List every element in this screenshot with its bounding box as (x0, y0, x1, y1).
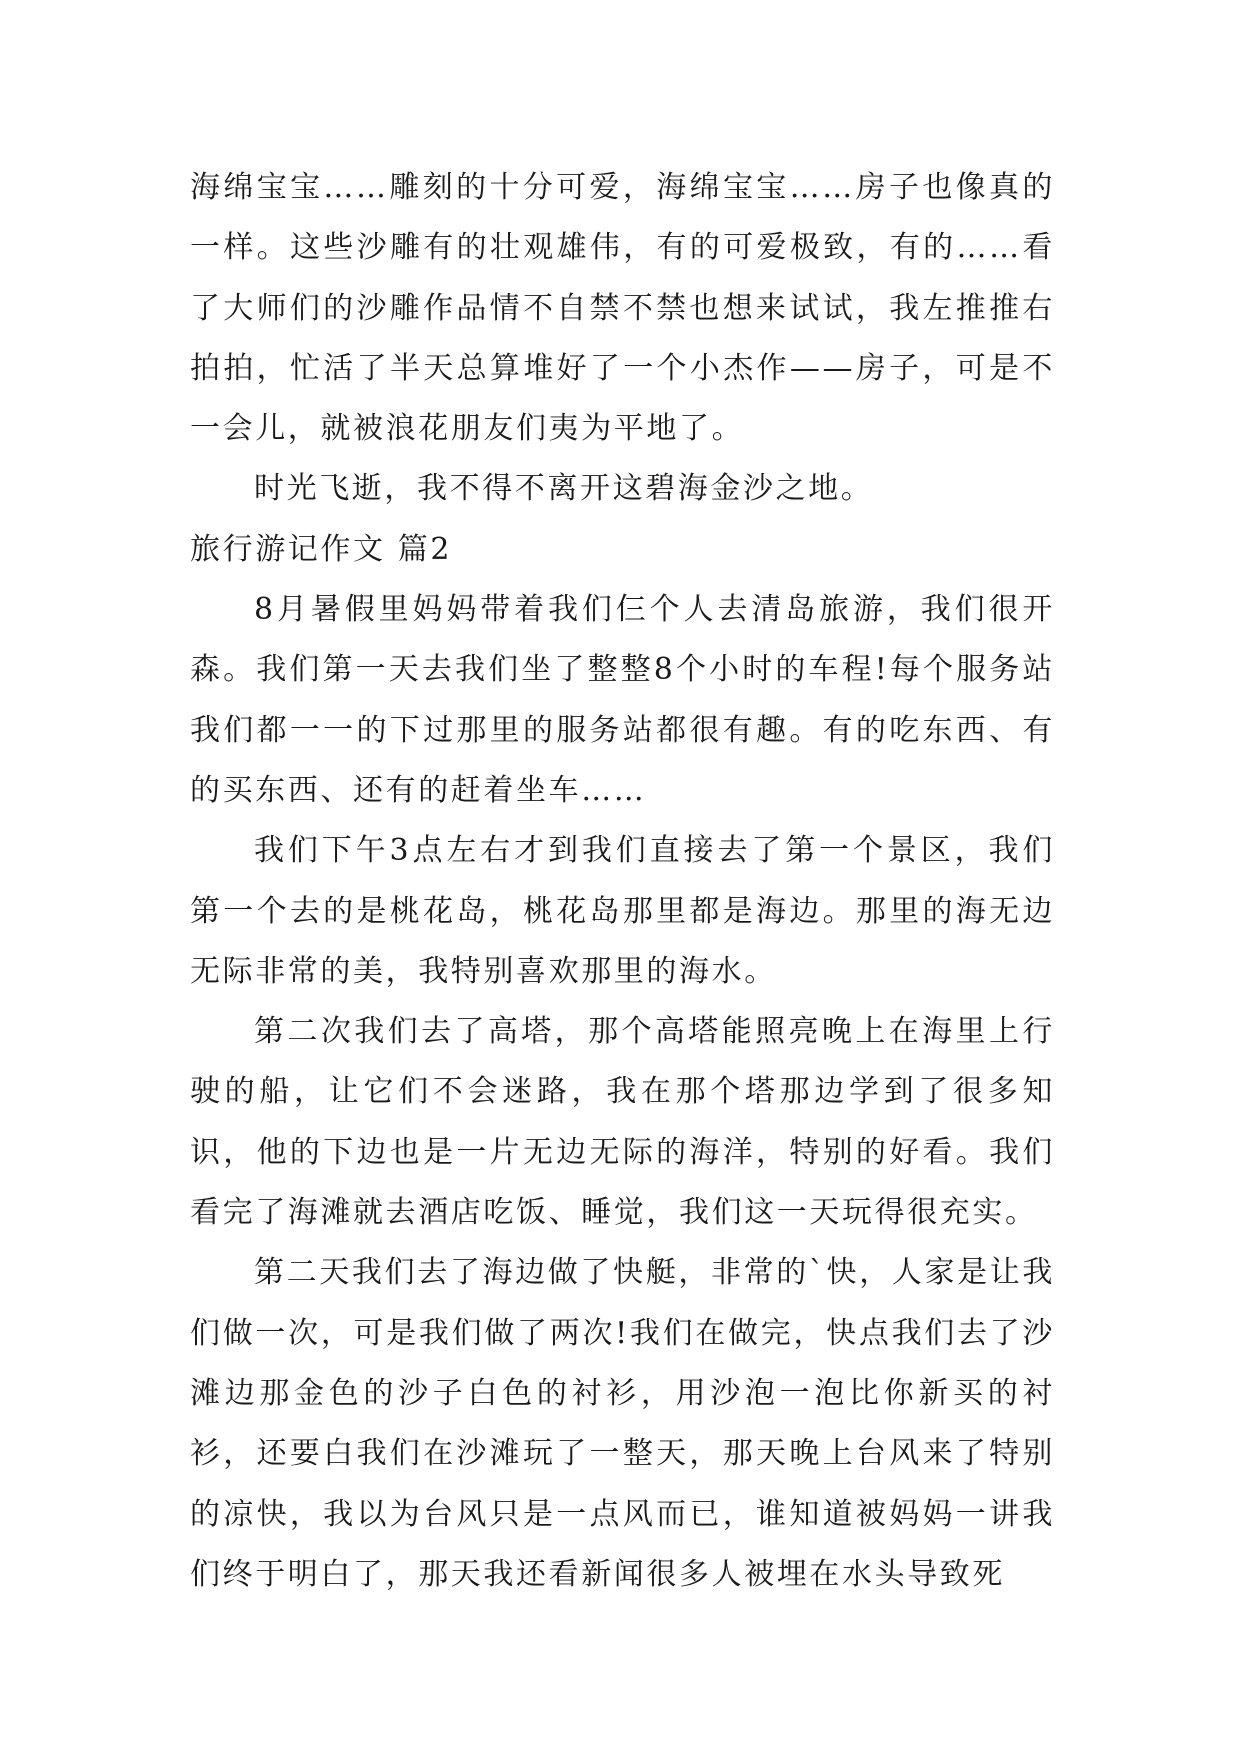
paragraph-lighthouse: 第二次我们去了高塔，那个高塔能照亮晚上在海里上行驶的船，让它们不会迷路，我在那个塔那边学到了很多知识，他的下边也是一片无边无际的海洋，特别的好看。我们看完了海滩就去酒店吃饭、睡觉，我们这一天玩得很充实。 (190, 1014, 1055, 1231)
document-body (190, 158, 1055, 1605)
paragraph-continuation: 海绵宝宝……雕刻的十分可爱，海绵宝宝……房子也像真的一样。这些沙雕有的壮观雄伟，有的可爱极致，有的……看了大师们的沙雕作品情不自禁不禁也想来试试，我左推推右拍拍，忙活了半天总算堆好了一个小杰作——房子，可是不一会儿，就被浪花朋友们夷为平地了。 (190, 170, 1055, 447)
section-heading: 旅行游记作文 篇2 (190, 531, 453, 567)
paragraph-summer-trip: 8月暑假里妈妈带着我们仨个人去清岛旅游，我们很开森。我们第一天去我们坐了整整8个小时的车程!每个服务站我们都一一的下过那里的服务站都很有趣。有的吃东西、有的买东西、还有的赶着坐车…… (190, 592, 1055, 808)
paragraph-time-flies: 时光飞逝，我不得不离开这碧海金沙之地。 (254, 471, 874, 507)
paragraph-second-day: 第二天我们去了海边做了快艇，非常的`快，人家是让我们做一次，可是我们做了两次!我们在做完，快点我们去了沙滩边那金色的沙子白色的衬衫，用沙泡一泡比你新买的衬衫，还要白我们在沙滩玩了一整天，那天晚上台风来了特别的凉快，我以为台风只是一点风而已，谁知道被妈妈一讲我们终于明白了，那天我还看新闻很多人被埋在水头导致死 (190, 1255, 1055, 1592)
paragraph-peach-island: 我们下午3点左右才到我们直接去了第一个景区，我们第一个去的是桃花岛，桃花岛那里都是海边。那里的海无边无际非常的美，我特别喜欢那里的海水。 (190, 833, 1055, 989)
